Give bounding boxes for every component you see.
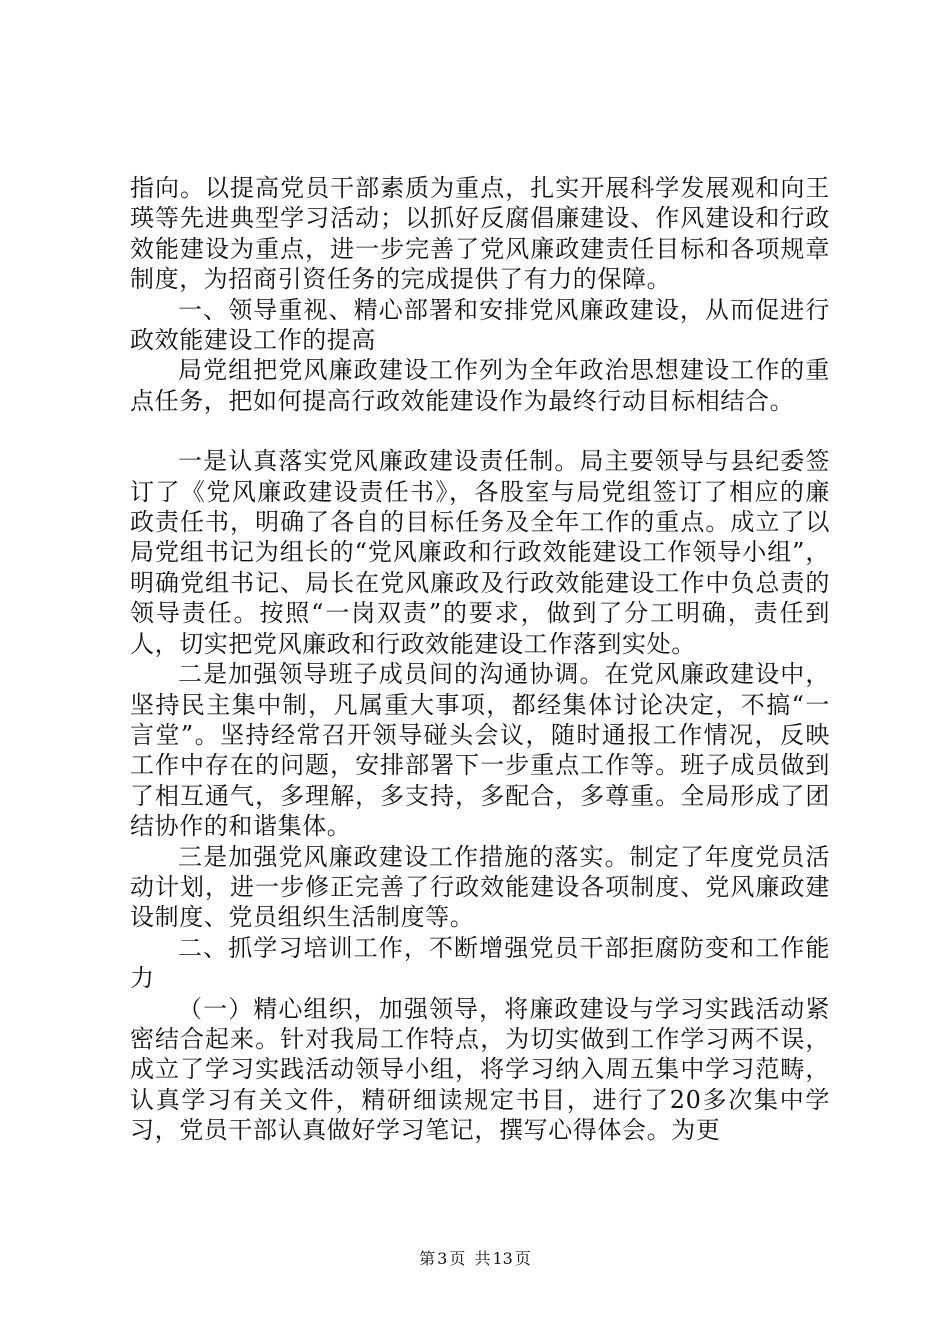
page-footer (0, 1246, 950, 1269)
current-page-number: 3 (437, 1249, 448, 1268)
section-heading-2: 二、抓学习培训工作，不断增强党员干部拒腐防变和工作能力 (130, 933, 830, 993)
total-prefix: 共 (474, 1249, 491, 1268)
section-heading-1: 一、领导重视、精心部署和安排党风廉政建设，从而促进行政效能建设工作的提高 (130, 295, 830, 355)
paragraph-item-2: 二是加强领导班子成员间的沟通协调。在党风廉政建设中，坚持民主集中制，凡属重大事项，都经集体讨论决定，不搞“一言堂”。坚持经常召开领导碰头会议，随时通报工作情况，反映工作中存在的问题，安排部署下一步重点工作等。班子成员做到了相互通气，多理解，多支持，多配合，多尊重。全局形成了团结协作的和谐集体。 (130, 660, 830, 841)
paragraph-item-3: 三是加强党风廉政建设工作措施的落实。制定了年度党员活动计划，进一步修正完善了行政效能建设各项制度、党风廉政建设制度、党员组织生活制度等。 (130, 842, 830, 932)
document-body (130, 173, 830, 1146)
paragraph-spacer (130, 416, 830, 446)
paragraph-intro: 指向。以提高党员干部素质为重点，扎实开展科学发展观和向王瑛等先进典型学习活动；以抓好反腐倡廉建设、作风建设和行政效能建设为重点，进一步完善了党风廉政建责任目标和各项规章制度，为招商引资任务的完成提供了有力的保障。 (130, 174, 830, 294)
total-suffix: 页 (514, 1249, 531, 1268)
paragraph-subsection-1: （一）精心组织，加强领导，将廉政建设与学习实践活动紧密结合起来。针对我局工作特点，为切实做到工作学习两不误，成立了学习实践活动领导小组，将学习纳入周五集中学习范畴，认真学习有关文件，精研细读规定书目，进行了20多次集中学习，党员干部认真做好学习笔记，撰写心得体会。为更 (130, 994, 830, 1145)
page-number-label (418, 1249, 466, 1268)
page-suffix: 页 (449, 1249, 466, 1268)
paragraph-item-1: 一是认真落实党风廉政建设责任制。局主要领导与县纪委签订了《党风廉政建设责任书》，各股室与局党组签订了相应的廉政责任书，明确了各自的目标任务及全年工作的重点。成立了以局党组书记为组长的“党风廉政和行政效能建设工作领导小组”，明确党组书记、局长在党风廉政及行政效能建设工作中负总责的领导责任。按照“一岗双责”的要求，做到了分工明确，责任到人，切实把党风廉政和行政效能建设工作落到实处。 (130, 447, 830, 658)
paragraph-section-1: 局党组把党风廉政建设工作列为全年政治思想建设工作的重点任务，把如何提高行政效能建设作为最终行动目标相结合。 (130, 356, 830, 415)
total-page-count: 13 (492, 1249, 513, 1268)
page-prefix: 第 (419, 1249, 436, 1268)
total-pages-label (473, 1249, 531, 1268)
